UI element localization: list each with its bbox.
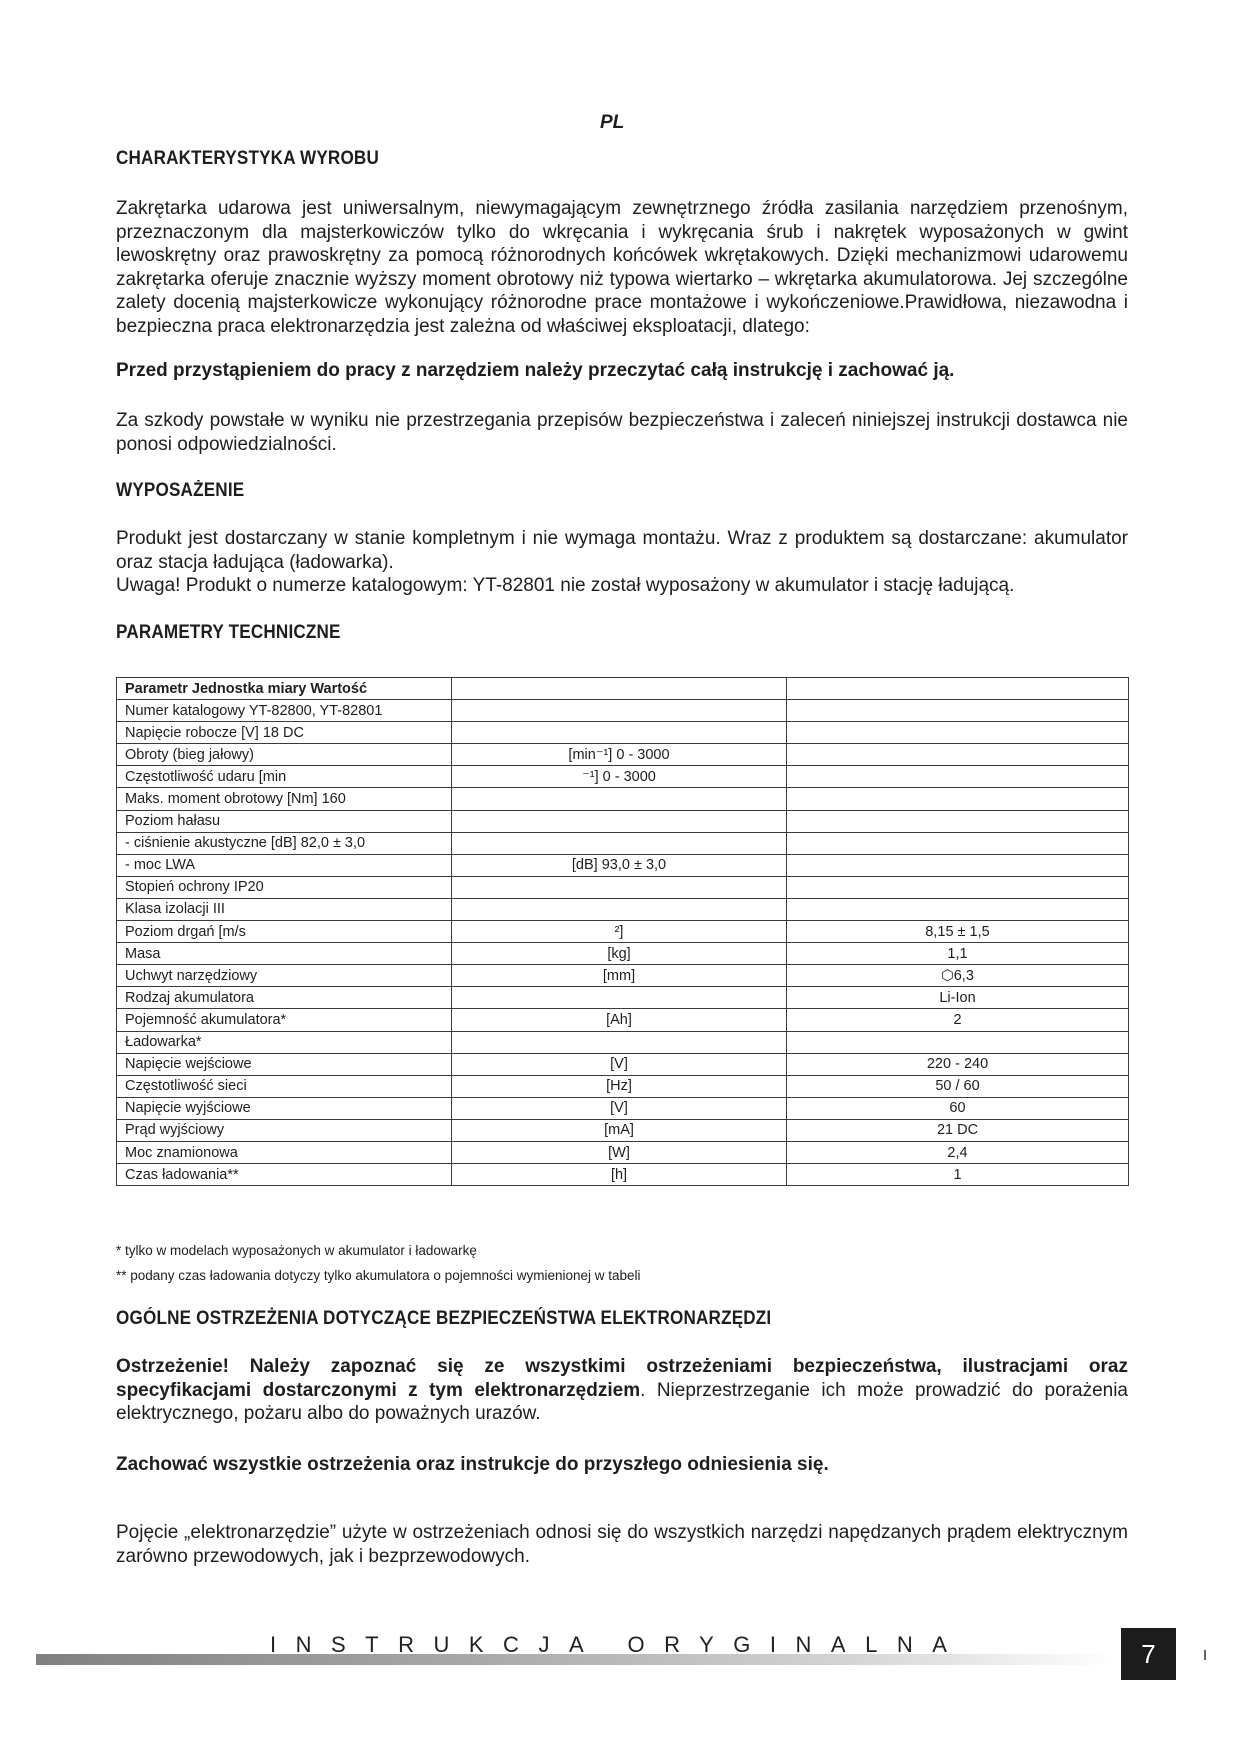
table-cell: Czas ładowania**: [117, 1164, 452, 1186]
table-row: [117, 987, 1129, 1009]
table-row: [117, 1097, 1129, 1119]
table-cell: [452, 722, 787, 744]
table-row: [117, 810, 1129, 832]
table-cell: Napięcie wejściowe: [117, 1053, 452, 1075]
table-row: [117, 722, 1129, 744]
read-instructions-note: Przed przystąpieniem do pracy z narzędziem należy przeczytać całą instrukcję i zachować ją.: [116, 360, 955, 381]
table-cell: [452, 700, 787, 722]
table-cell: Parametr Jednostka miary Wartość: [117, 678, 452, 700]
table-cell: - moc LWA: [117, 854, 452, 876]
footnote-charging: ** podany czas ładowania dotyczy tylko akumulatora o pojemności wymienionej w tabeli: [116, 1268, 641, 1283]
table-cell: [787, 766, 1129, 788]
table-row: [117, 788, 1129, 810]
table-row: [117, 854, 1129, 876]
table-cell: Obroty (bieg jałowy): [117, 744, 452, 766]
keep-instructions-note: Zachować wszystkie ostrzeżenia oraz instrukcje do przyszłego odniesienia się.: [116, 1454, 829, 1475]
table-row: [117, 1164, 1129, 1186]
footer-title: INSTRUKCJA ORYGINALNA: [270, 1632, 967, 1657]
table-cell: [452, 810, 787, 832]
table-row: [117, 700, 1129, 722]
table-cell: Rodzaj akumulatora: [117, 987, 452, 1009]
table-cell: [787, 876, 1129, 898]
table-cell: [452, 876, 787, 898]
equipment-warning: Uwaga! Produkt o numerze katalogowym: YT-82801 nie został wyposażony w akumulator i stację ładującą.: [116, 575, 1015, 596]
safety-warning-rest: . Nieprzestrzeganie ich może prowadzić do porażenia elektrycznego, pożaru albo do poważnych urazów.: [116, 1379, 1128, 1424]
table-cell: [787, 898, 1129, 920]
table-cell: [452, 1031, 787, 1053]
section-title-charakterystyka: CHARAKTERYSTYKA WYROBU: [116, 148, 379, 169]
table-cell: 2,4: [787, 1141, 1129, 1163]
table-row: [117, 1075, 1129, 1097]
table-cell: 2: [787, 1009, 1129, 1031]
description-paragraph: Zakrętarka udarowa jest uniwersalnym, niewymagającym zewnętrznego źródła zasilania narzędziem przenośnym, przeznaczonym dla majsterkowiczów tylko do wkręcania i wykręcania śrub i nakrętek wyposażonych w gwint lewoskrętny oraz prawoskrętny za pomocą różnorodnych końcówek wkrętakowych. Dzięki mechanizmowi udarowemu zakrętarka oferuje znacznie wyższy moment obrotowy niż typowa wiertarko – wkrętarka akumulatorowa. Jej szczególne zalety docenią majsterkowicze wykonujący różnorodne prace montażowe i wykończeniowe.Prawidłowa, niezawodna i bezpieczna praca elektronarzędzia jest zależna od właściwej eksploatacji, dlatego:: [116, 198, 1128, 337]
safety-warning-paragraph: [116, 1355, 1128, 1426]
table-cell: Prąd wyjściowy: [117, 1119, 452, 1141]
table-row: [117, 1141, 1129, 1163]
table-cell: 1: [787, 1164, 1129, 1186]
table-cell: [787, 832, 1129, 854]
table-row: [117, 898, 1129, 920]
table-cell: [452, 898, 787, 920]
table-cell: [mm]: [452, 965, 787, 987]
table-cell: Częstotliwość sieci: [117, 1075, 452, 1097]
table-cell: [V]: [452, 1097, 787, 1119]
table-cell: 1,1: [787, 943, 1129, 965]
table-cell: Napięcie robocze [V] 18 DC: [117, 722, 452, 744]
table-cell: [Hz]: [452, 1075, 787, 1097]
table-cell: [452, 678, 787, 700]
table-cell: Uchwyt narzędziowy: [117, 965, 452, 987]
table-cell: Poziom hałasu: [117, 810, 452, 832]
table-row: [117, 943, 1129, 965]
table-row: [117, 744, 1129, 766]
equipment-paragraph: Produkt jest dostarczany w stanie kompletnym i nie wymaga montażu. Wraz z produktem są dostarczane: akumulator oraz stacja ładująca (ładowarka).: [116, 528, 1128, 573]
page-edge-mark: [1204, 1650, 1206, 1660]
section-title-parametry: PARAMETRY TECHNICZNE: [116, 622, 341, 643]
table-cell: - ciśnienie akustyczne [dB] 82,0 ± 3,0: [117, 832, 452, 854]
table-cell: [787, 744, 1129, 766]
table-row: [117, 921, 1129, 943]
table-cell: 8,15 ± 1,5: [787, 921, 1129, 943]
page-number: 7: [1121, 1628, 1176, 1680]
table-cell: 60: [787, 1097, 1129, 1119]
liability-paragraph: Za szkody powstałe w wyniku nie przestrzegania przepisów bezpieczeństwa i zaleceń niniejszej instrukcji dostawca nie ponosi odpowiedzialności.: [116, 410, 1128, 455]
table-cell: [min⁻¹] 0 - 3000: [452, 744, 787, 766]
table-cell: [Ah]: [452, 1009, 787, 1031]
table-cell: [dB] 93,0 ± 3,0: [452, 854, 787, 876]
table-cell: ²]: [452, 921, 787, 943]
table-cell: [787, 722, 1129, 744]
table-cell: Częstotliwość udaru [min: [117, 766, 452, 788]
section-title-wyposazenie: WYPOSAŻENIE: [116, 480, 245, 501]
table-cell: 21 DC: [787, 1119, 1129, 1141]
table-cell: Li-Ion: [787, 987, 1129, 1009]
technical-parameters-table: [116, 677, 1129, 1186]
table-row: [117, 1009, 1129, 1031]
table-cell: Moc znamionowa: [117, 1141, 452, 1163]
table-cell: [787, 788, 1129, 810]
table-row: [117, 965, 1129, 987]
table-cell: Pojemność akumulatora*: [117, 1009, 452, 1031]
footnote-battery: * tylko w modelach wyposażonych w akumulator i ładowarkę: [116, 1243, 477, 1258]
table-cell: [h]: [452, 1164, 787, 1186]
table-cell: ⁻¹] 0 - 3000: [452, 766, 787, 788]
table-row: [117, 832, 1129, 854]
table-cell: [787, 700, 1129, 722]
table-cell: Numer katalogowy YT-82800, YT-82801: [117, 700, 452, 722]
table-cell: [452, 832, 787, 854]
table-row: [117, 766, 1129, 788]
table-cell: Maks. moment obrotowy [Nm] 160: [117, 788, 452, 810]
table-cell: Poziom drgań [m/s: [117, 921, 452, 943]
safety-warning-bold: Ostrzeżenie! Należy zapoznać się ze wszystkimi ostrzeżeniami bezpieczeństwa, ilustracjami oraz specyfikacjami dostarczonymi z tym elektronarzędziem: [116, 1356, 1128, 1401]
table-cell: [W]: [452, 1141, 787, 1163]
power-tool-definition: Pojęcie „elektronarzędzie” użyte w ostrzeżeniach odnosi się do wszystkich narzędzi napędzanych prądem elektrycznym zarówno przewodowych, jak i bezprzewodowych.: [116, 1522, 1128, 1567]
table-cell: [787, 678, 1129, 700]
table-row: [117, 1053, 1129, 1075]
table-cell: ⬡6,3: [787, 965, 1129, 987]
table-cell: 220 - 240: [787, 1053, 1129, 1075]
table-cell: [787, 810, 1129, 832]
table-cell: Stopień ochrony IP20: [117, 876, 452, 898]
table-cell: [kg]: [452, 943, 787, 965]
table-header-row: [117, 678, 1129, 700]
table-cell: [mA]: [452, 1119, 787, 1141]
table-row: [117, 876, 1129, 898]
table-cell: [452, 987, 787, 1009]
table-row: [117, 1031, 1129, 1053]
table-cell: Klasa izolacji III: [117, 898, 452, 920]
table-cell: [787, 854, 1129, 876]
table-cell: [V]: [452, 1053, 787, 1075]
table-cell: Ładowarka*: [117, 1031, 452, 1053]
table-row: [117, 1119, 1129, 1141]
table-cell: Masa: [117, 943, 452, 965]
section-title-ostrzezenia: OGÓLNE OSTRZEŻENIA DOTYCZĄCE BEZPIECZEŃSTWA ELEKTRONARZĘDZI: [116, 1308, 772, 1329]
table-cell: 50 / 60: [787, 1075, 1129, 1097]
table-cell: [787, 1031, 1129, 1053]
table-cell: Napięcie wyjściowe: [117, 1097, 452, 1119]
table-cell: [452, 788, 787, 810]
language-code: PL: [600, 112, 625, 133]
